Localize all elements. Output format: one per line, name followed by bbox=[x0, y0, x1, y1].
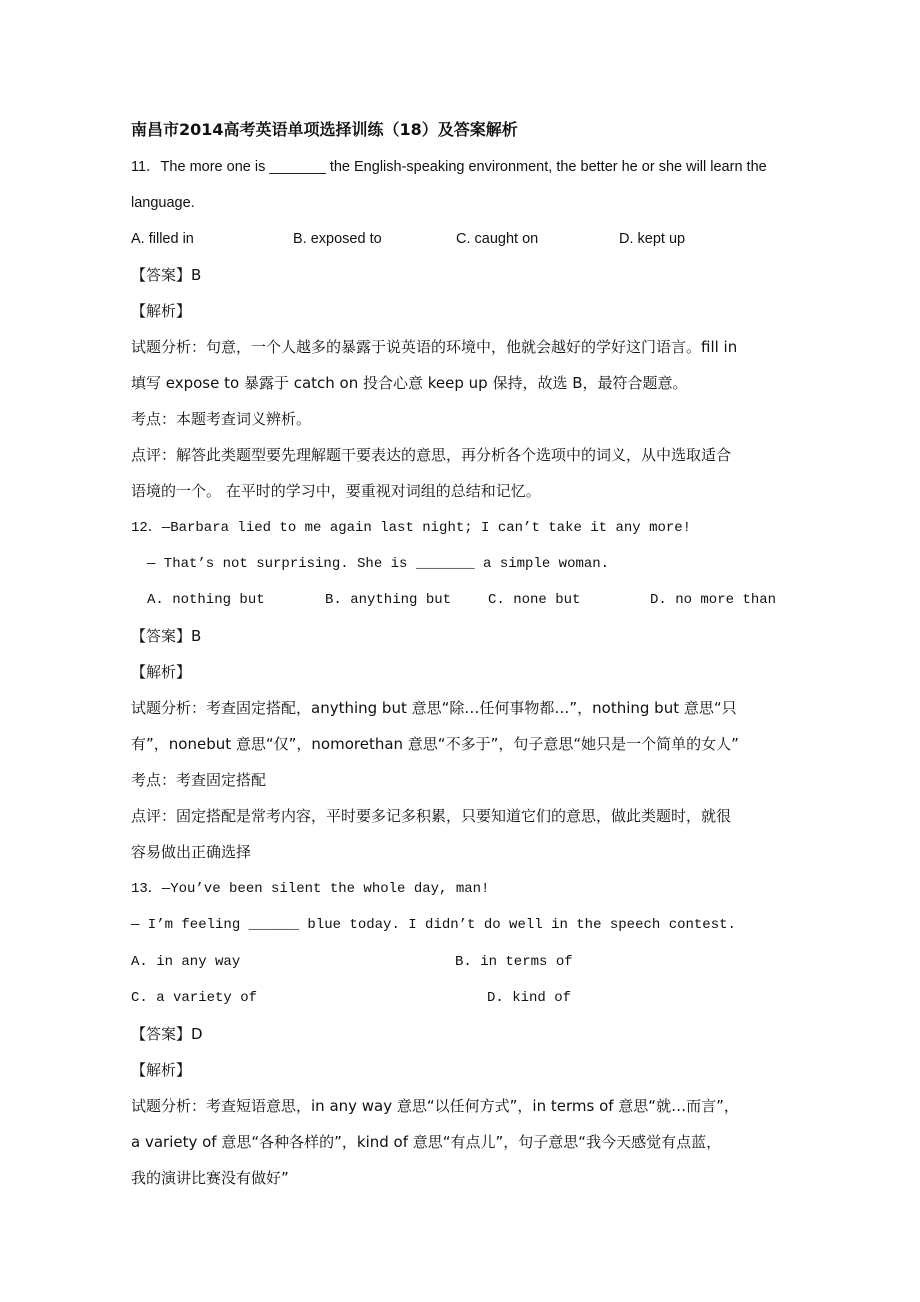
q13-answer: 【答案】D bbox=[131, 1025, 203, 1043]
q11-dianping-line2: 语境的一个。 在平时的学习中，要重视对词组的总结和记忆。 bbox=[131, 482, 541, 500]
q11-answer: 【答案】B bbox=[131, 266, 202, 284]
q11-dianping-line1: 点评：解答此类题型要先理解题干要表达的意思，再分析各个选项中的词义，从中选取适合 bbox=[131, 446, 732, 464]
q12-options bbox=[0, 590, 920, 610]
q12-option-d: D. no more than bbox=[650, 592, 777, 608]
q11-analysis-line1: 试题分析：句意，一个人越多的暴露于说英语的环境中，他就会越好的学好这门语言。fill in bbox=[131, 338, 738, 356]
q13-options-row2 bbox=[0, 988, 920, 1008]
page-title: 南昌市2014高考英语单项选择训练（18）及答案解析 bbox=[131, 120, 518, 139]
q12-option-c: C. none but bbox=[488, 592, 581, 608]
q12-dianping-line1: 点评：固定搭配是常考内容，平时要多记多积累，只要知道它们的意思，做此类题时，就很 bbox=[131, 807, 732, 825]
q13-analysis-line2: a variety of 意思“各种各样的”，kind of 意思“有点儿”，句子意思“我今天感觉有点蓝， bbox=[131, 1133, 722, 1151]
q11-option-c: C. caught on bbox=[456, 231, 539, 247]
q13-stem-line2: — I’m feeling ______ blue today. I didn’t do well in the speech contest. bbox=[131, 917, 736, 933]
q13-stem-line1: 13．—You’ve been silent the whole day, man! bbox=[131, 881, 490, 897]
q11-analysis-label: 【解析】 bbox=[131, 302, 192, 320]
q13-option-a: A. in any way bbox=[131, 954, 241, 970]
q12-stem-line1: 12．—Barbara lied to me again last night; I can’t take it any more! bbox=[131, 520, 692, 536]
q13-option-b: B. in terms of bbox=[455, 954, 573, 970]
q12-analysis-label: 【解析】 bbox=[131, 663, 192, 681]
q12-stem-line2: — That’s not surprising. She is _______ a simple woman. bbox=[147, 556, 610, 572]
q12-answer: 【答案】B bbox=[131, 627, 202, 645]
q13-option-d: D. kind of bbox=[487, 990, 572, 1006]
q13-analysis-line1: 试题分析：考查短语意思，in any way 意思“以任何方式”，in terms of 意思“就…而言”， bbox=[131, 1097, 739, 1115]
q11-option-b: B. exposed to bbox=[293, 231, 382, 247]
q11-options bbox=[0, 229, 920, 249]
q13-analysis-label: 【解析】 bbox=[131, 1061, 192, 1079]
q11-stem-line1: 11．The more one is _______ the English-speaking environment, the better he or she will learn the bbox=[131, 159, 767, 175]
q12-analysis-line2: 有”，nonebut 意思“仅”，nomorethan 意思“不多于”，句子意思“她只是一个简单的女人” bbox=[131, 735, 739, 753]
q11-stem-line2: language. bbox=[131, 195, 195, 211]
q11-option-a: A. filled in bbox=[131, 231, 194, 247]
q12-kaodian: 考点：考查固定搭配 bbox=[131, 771, 267, 789]
q12-option-a: A. nothing but bbox=[147, 592, 265, 608]
q11-option-d: D. kept up bbox=[619, 231, 686, 247]
q12-dianping-line2: 容易做出正确选择 bbox=[131, 843, 252, 861]
q13-analysis-line3: 我的演讲比赛没有做好” bbox=[131, 1169, 289, 1187]
q12-option-b: B. anything but bbox=[325, 592, 452, 608]
q11-analysis-line2: 填写 expose to 暴露于 catch on 投合心意 keep up 保持，故选 B，最符合题意。 bbox=[131, 374, 688, 392]
q11-kaodian: 考点：本题考查词义辨析。 bbox=[131, 410, 312, 428]
q12-analysis-line1: 试题分析：考查固定搭配，anything but 意思“除…任何事物都…”，nothing but 意思“只 bbox=[131, 699, 737, 717]
q13-option-c: C. a variety of bbox=[131, 990, 258, 1006]
q13-options-row1 bbox=[0, 952, 920, 972]
